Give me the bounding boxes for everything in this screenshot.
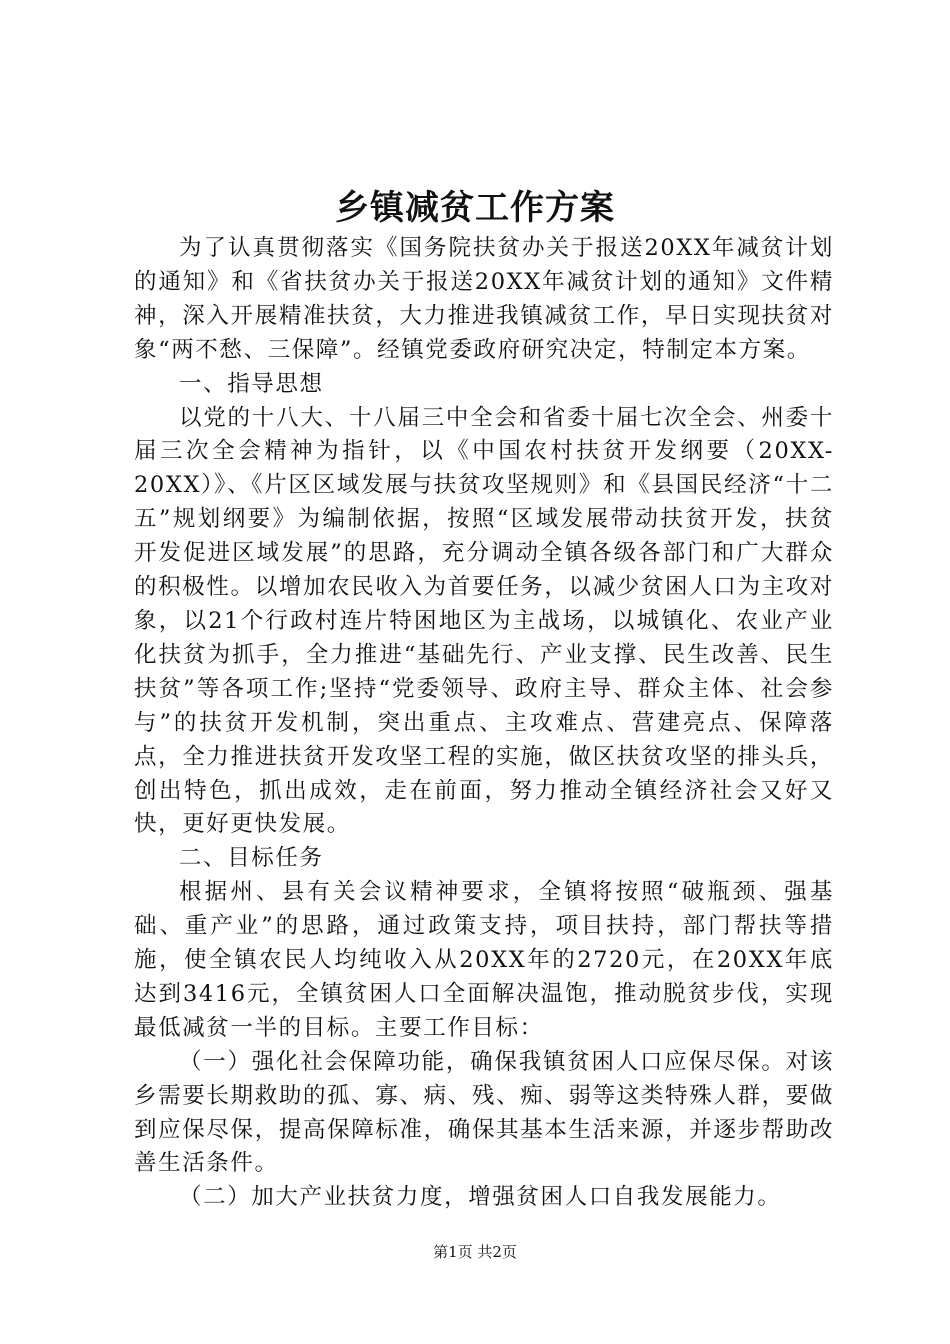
goal-item-1: （一）强化社会保障功能，确保我镇贫困人口应保尽保。对该乡需要长期救助的孤、寡、病、残、痴、弱等这类特殊人群，要做到应保尽保，提高保障标准，确保其基本生活来源，并逐步帮助改善生活条件。 [134, 1048, 834, 1177]
goal-item-2: （二）加大产业扶贫力度，增强贫困人口自我发展能力。 [179, 1184, 782, 1211]
page-footer: 第1页 共2页 [433, 1243, 517, 1261]
intro-paragraph: 为了认真贯彻落实《国务院扶贫办关于报送20XX年减贫计划的通知》和《省扶贫办关于报送20XX年减贫计划的通知》文件精神，深入开展精准扶贫，大力推进我镇减贫工作，早日实现扶贫对象“两不愁、三保障”。经镇党委政府研究决定，特制定本方案。 [134, 235, 834, 363]
document-body [134, 232, 834, 1215]
page-title: 乡镇减贫工作方案 [335, 188, 615, 228]
section-heading-goals: 二、目标任务 [179, 845, 324, 872]
guiding-thought-paragraph: 以党的十八大、十八届三中全会和省委十届七次全会、州委十届三次全会精神为指针，以《中国农村扶贫开发纲要（20XX-20XX）》、《片区区域发展与扶贫攻坚规则》和《县国民经济“十二五”规划纲要》为编制依据，按照“区域发展带动扶贫开发，扶贫开发促进区域发展”的思路，充分调动全镇各级各部门和广大群众的积极性。以增加农民收入为首要任务，以减少贫困人口为主攻对象，以21个行政村连片特困地区为主战场，以城镇化、农业产业化扶贫为抓手，全力推进“基础先行、产业支撑、民生改善、民生扶贫”等各项工作;坚持“党委领导、政府主导、群众主体、社会参与”的扶贫开发机制，突出重点、主攻难点、营建亮点、保障落点，全力推进扶贫开发攻坚工程的实施，做区扶贫攻坚的排头兵，创出特色，抓出成效，走在前面，努力推动全镇经济社会又好又快，更好更快发展。 [134, 404, 834, 838]
section-heading-guiding-thought: 一、指导思想 [179, 370, 324, 397]
goals-paragraph: 根据州、县有关会议精神要求，全镇将按照“破瓶颈、强基础、重产业”的思路，通过政策支持，项目扶持，部门帮扶等措施，使全镇农民人均纯收入从20XX年的2720元，在20XX年底达到3416元，全镇贫困人口全面解决温饱，推动脱贫步伐，实现最低减贫一半的目标。主要工作目标： [134, 879, 834, 1041]
